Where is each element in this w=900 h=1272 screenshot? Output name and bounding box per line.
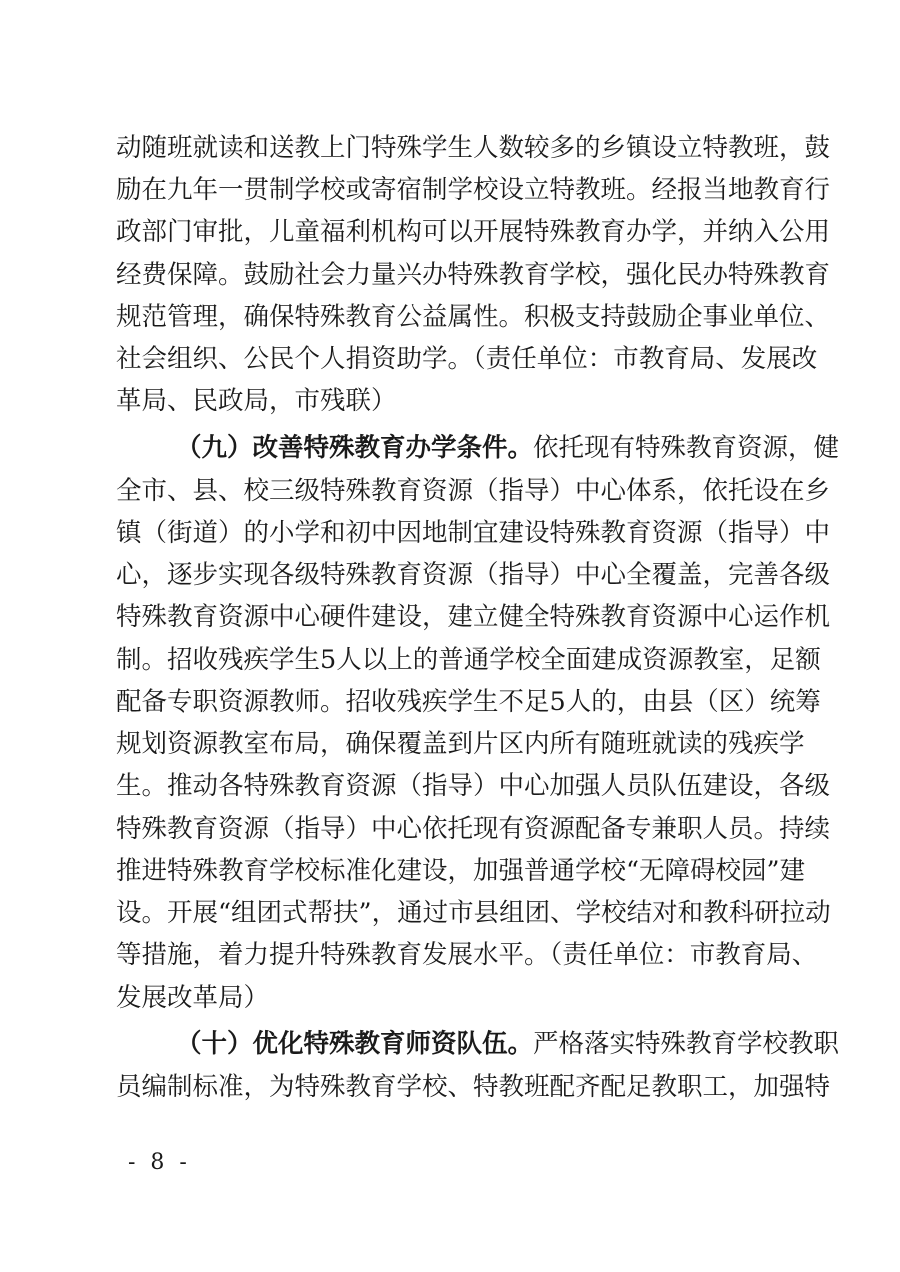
- page-number: - 8 -: [128, 1150, 191, 1175]
- text-line: 制。招收残疾学生5人以上的普通学校全面建成资源教室，足额: [116, 645, 821, 675]
- section-10-first-line: [176, 1024, 840, 1064]
- text-line: 镇（街道）的小学和初中因地制宜建设特殊教育资源（指导）中: [116, 518, 831, 548]
- text-line: 社会组织、公民个人捐资助学。（责任单位：市教育局、发展改: [116, 344, 818, 374]
- section-9-first-line: [176, 428, 840, 468]
- section-heading-9: （九）改善特殊教育办学条件。: [176, 433, 534, 463]
- text-line: 特殊教育资源（指导）中心依托现有资源配备专兼职人员。持续: [116, 814, 831, 844]
- text-line: 规范管理，确保特殊教育公益属性。积极支持鼓励企事业单位、: [116, 302, 831, 332]
- text-line: 发展改革局）: [116, 983, 270, 1013]
- text-line: 动随班就读和送教上门特殊学生人数较多的乡镇设立特教班，鼓: [116, 133, 831, 163]
- text-line: 特殊教育资源中心硬件建设，建立健全特殊教育资源中心运作机: [116, 602, 831, 632]
- text-line: 经费保障。鼓励社会力量兴办特殊教育学校，强化民办特殊教育: [116, 260, 831, 290]
- text-line: 推进特殊教育学校标准化建设，加强普通学校“无障碍校园”建: [116, 856, 806, 886]
- text-line: 配备专职资源教师。招收残疾学生不足5人的，由县（区）统筹: [116, 687, 821, 717]
- text-run: 严格落实特殊教育学校教职: [533, 1029, 840, 1059]
- section-heading-10: （十）优化特殊教育师资队伍。: [176, 1029, 534, 1059]
- text-line: 政部门审批，儿童福利机构可以开展特殊教育办学，并纳入公用: [116, 217, 831, 247]
- text-line: 设。开展“组团式帮扶”，通过市县组团、学校结对和教科研拉动: [116, 898, 831, 928]
- text-line: 革局、民政局，市残联）: [116, 386, 397, 416]
- text-line: 全市、县、校三级特殊教育资源（指导）中心体系，依托设在乡: [116, 476, 831, 506]
- text-line: 等措施，着力提升特殊教育发展水平。（责任单位：市教育局、: [116, 940, 818, 970]
- text-line: 励在九年一贯制学校或寄宿制学校设立特教班。经报当地教育行: [116, 175, 831, 205]
- text-line: 员编制标准，为特殊教育学校、特教班配齐配足教职工，加强特: [116, 1072, 831, 1102]
- text-run: 依托现有特殊教育资源，健: [533, 433, 840, 463]
- text-line: 心，逐步实现各级特殊教育资源（指导）中心全覆盖，完善各级: [116, 560, 831, 590]
- text-line: 规划资源教室布局，确保覆盖到片区内所有随班就读的残疾学: [116, 729, 805, 759]
- text-line: 生。推动各特殊教育资源（指导）中心加强人员队伍建设，各级: [116, 771, 831, 801]
